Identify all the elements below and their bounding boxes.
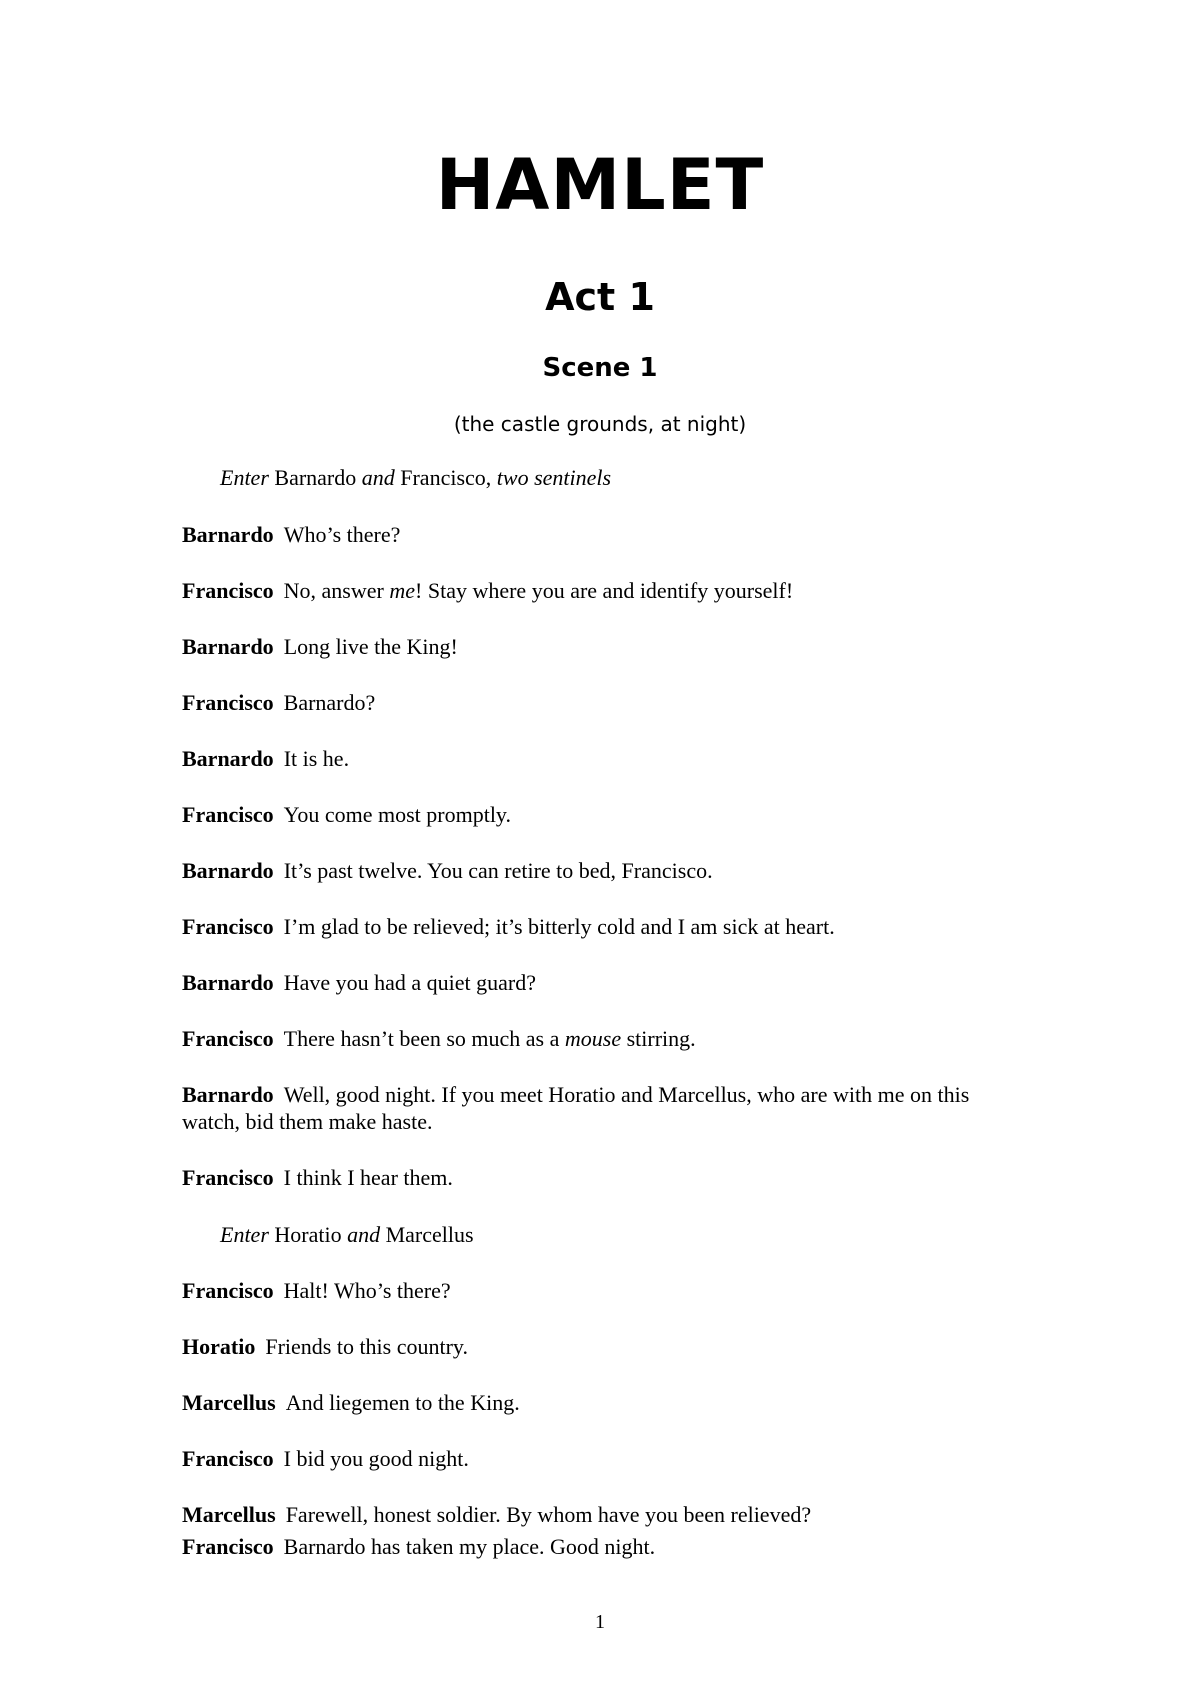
line-emphasis: mouse [564, 1026, 622, 1051]
dialogue-line [182, 1081, 1032, 1135]
speaker-name: Francisco [182, 1165, 274, 1190]
dialogue-line [182, 633, 1032, 660]
speaker-name: Barnardo [182, 634, 274, 659]
line-text: ! Stay where you are and identify yourself! [415, 578, 794, 603]
scene-heading: Scene 1 [542, 353, 658, 383]
line-text: Friends to this country. [265, 1334, 469, 1359]
line-text: No, answer [283, 578, 390, 603]
page-number: 1 [595, 1611, 605, 1633]
speaker-name: Francisco [182, 690, 274, 715]
speaker-name: Francisco [182, 1446, 274, 1471]
stage-direction: Enter Barnardo and Francisco, two sentinels [220, 465, 612, 490]
dialogue-line [182, 521, 1032, 548]
dialogue-line [182, 1277, 1032, 1304]
dialogue-line [182, 857, 1032, 884]
line-text: There hasn’t been so much as a [283, 1026, 565, 1051]
line-text: Have you had a quiet guard? [283, 970, 536, 995]
dialogue-line [182, 913, 1032, 940]
dialogue-line [182, 1445, 1032, 1472]
dialogue-line [182, 577, 1032, 604]
line-text: stirring. [621, 1026, 696, 1051]
speaker-name: Francisco [182, 802, 274, 827]
dialogue-line [182, 1533, 1032, 1560]
speaker-name: Marcellus [182, 1502, 276, 1527]
line-emphasis: me [389, 578, 416, 603]
line-text: Long live the King! [283, 634, 458, 659]
dialogue-line [182, 969, 1032, 996]
line-text: Who’s there? [283, 522, 401, 547]
scene-setting: (the castle grounds, at night) [453, 412, 747, 436]
speaker-name: Barnardo [182, 1082, 274, 1107]
line-text: I think I hear them. [283, 1165, 453, 1190]
act-heading: Act 1 [545, 275, 655, 319]
play-title: HAMLET [435, 144, 765, 226]
line-text: Farewell, honest soldier. By whom have you been relieved? [285, 1502, 812, 1527]
speaker-name: Francisco [182, 1026, 274, 1051]
speaker-name: Barnardo [182, 858, 274, 883]
speaker-name: Barnardo [182, 746, 274, 771]
speaker-name: Francisco [182, 1278, 274, 1303]
stage-direction: Enter Horatio and Marcellus [220, 1222, 474, 1247]
line-text: Barnardo? [283, 690, 376, 715]
dialogue-line [182, 801, 1032, 828]
line-text: I’m glad to be relieved; it’s bitterly cold and I am sick at heart. [283, 914, 835, 939]
line-text: Halt! Who’s there? [283, 1278, 451, 1303]
dialogue-line [182, 1501, 1032, 1528]
line-text: And liegemen to the King. [285, 1390, 520, 1415]
line-text: It is he. [283, 746, 350, 771]
speaker-name: Francisco [182, 1534, 274, 1559]
line-text: I bid you good night. [283, 1446, 469, 1471]
dialogue-line [182, 1389, 1032, 1416]
dialogue-line [182, 1333, 1032, 1360]
line-text: Well, good night. If you meet Horatio and Marcellus, who are with me on this watch, bid them make haste. [182, 1082, 970, 1134]
line-text: You come most promptly. [283, 802, 512, 827]
speaker-name: Francisco [182, 914, 274, 939]
dialogue-line [182, 689, 1032, 716]
dialogue-line [182, 1164, 1032, 1191]
speaker-name: Barnardo [182, 522, 274, 547]
speaker-name: Marcellus [182, 1390, 276, 1415]
line-text: It’s past twelve. You can retire to bed, Francisco. [283, 858, 713, 883]
speaker-name: Horatio [182, 1334, 256, 1359]
dialogue-line [182, 745, 1032, 772]
speaker-name: Barnardo [182, 970, 274, 995]
speaker-name: Francisco [182, 578, 274, 603]
dialogue-line [182, 1025, 1032, 1052]
line-text: Barnardo has taken my place. Good night. [283, 1534, 656, 1559]
